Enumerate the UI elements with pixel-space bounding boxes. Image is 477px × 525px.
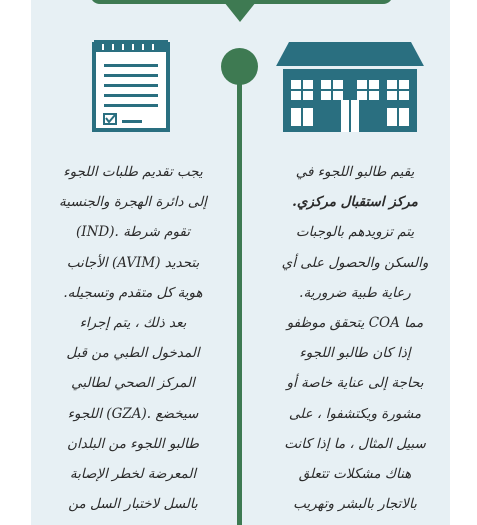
text-line: يتم تزويدهم بالوجبات	[295, 224, 415, 241]
text-line: مما COA يتحقق موظفو	[286, 315, 424, 332]
clipboard-checklist-icon	[92, 38, 170, 132]
reception-center-text	[271, 157, 439, 519]
text-line: المعرضة لخطر الإصابة	[69, 466, 197, 483]
text-line: بتحديد (AVIM) الأجانب	[66, 254, 200, 271]
text-line: بالاتجار بالبشر وتهريب	[293, 496, 417, 513]
text-line: يقيم طالبو اللجوء في	[295, 164, 415, 180]
text-line: تقوم شرطة .(IND)	[75, 224, 191, 241]
text-line: المدخول الطبي من قبل	[66, 345, 200, 362]
timeline-line	[237, 60, 242, 525]
text-line: سبيل المثال ، ما إذا كانت	[284, 435, 426, 452]
text-line: بعد ذلك ، يتم إجراء	[79, 315, 187, 332]
text-line: طالبو اللجوء من البلدان	[67, 435, 199, 452]
timeline-node	[221, 48, 258, 85]
timeline-panel	[31, 0, 450, 525]
text-line: رعاية طبية ضرورية.	[299, 284, 411, 301]
application-registration-text	[43, 157, 223, 519]
text-line: والسكن والحصول على أي	[281, 254, 429, 271]
text-line: يجب تقديم طلبات اللجوء	[63, 164, 203, 180]
text-line: إذا كان طالبو اللجوء	[299, 345, 411, 362]
text-line: هوية كل متقدم وتسجيله.	[63, 284, 203, 301]
text-line: المركز الصحي لطالبي	[71, 375, 195, 392]
banner-pointer-arrow	[224, 2, 256, 22]
text-line: مشورة ويكتشفوا ، على	[288, 405, 422, 422]
text-line: بحاجة إلى عناية خاصة أو	[286, 375, 424, 392]
text-line: مركز استقبال مركزي.	[292, 194, 418, 211]
text-line: هناك مشكلات تتعلق	[298, 466, 412, 483]
text-line: إلى دائرة الهجرة والجنسية	[59, 194, 207, 211]
text-line: بالسل لاختبار السل من	[68, 496, 198, 513]
text-line: سيخضع .(GZA) اللجوء	[67, 405, 199, 422]
building-icon	[275, 38, 425, 132]
